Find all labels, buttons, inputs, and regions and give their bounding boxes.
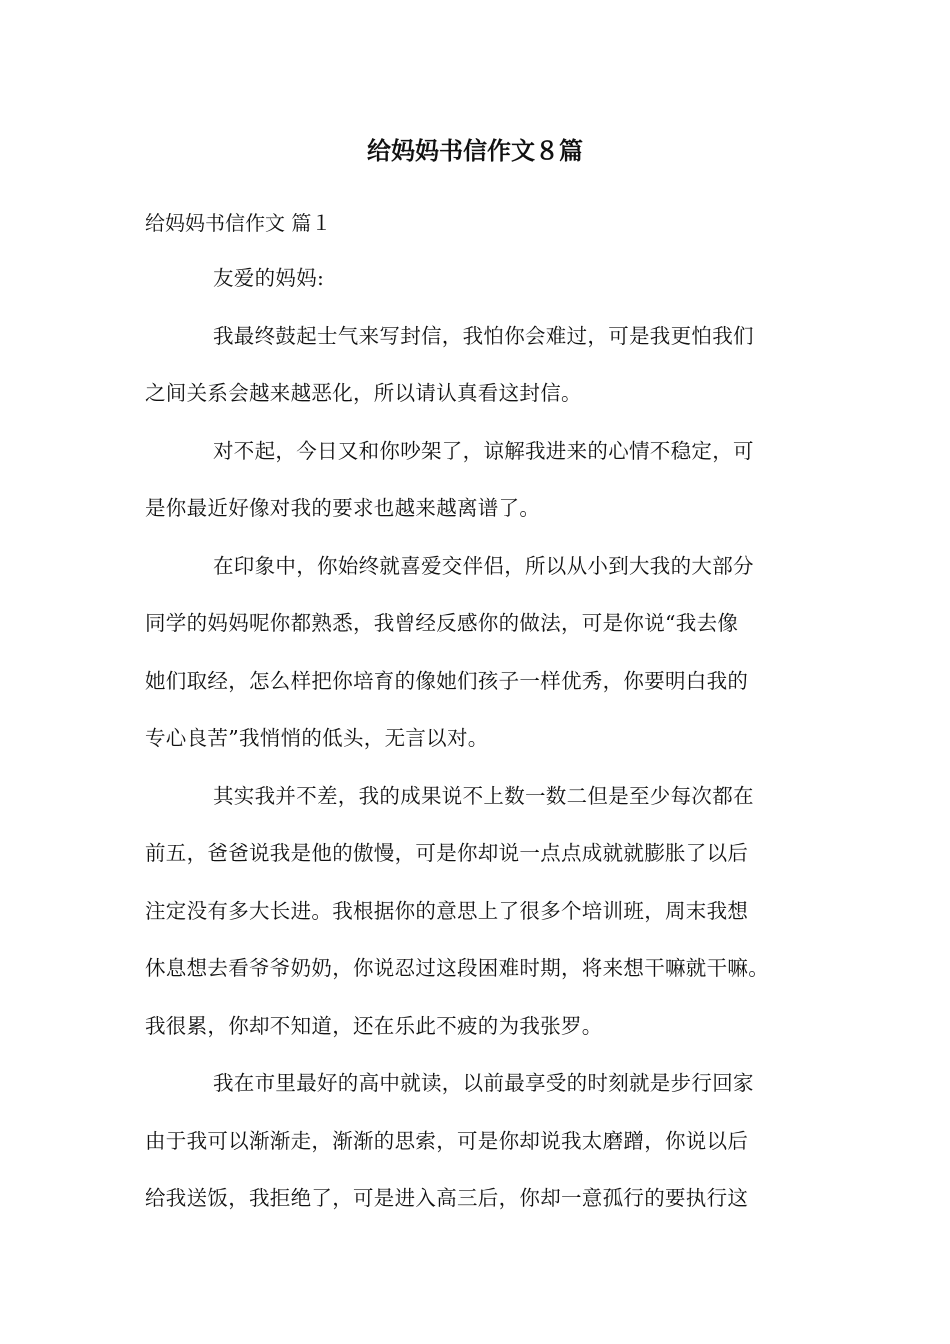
text-line: 之间关系会越来越恶化，所以请认真看这封信。: [145, 381, 582, 405]
text-line: 我最终鼓起士气来写封信，我怕你会难过，可是我更怕我们: [213, 323, 754, 348]
text-line: 我很累，你却不知道，还在乐此不疲的为我张罗。: [145, 1013, 603, 1038]
text-line: 休息想去看爷爷奶奶，你说忍过这段困难时期，将来想干嘛就干嘛。: [145, 956, 769, 980]
text-line: 前五，爸爸说我是他的傲慢，可是你却说一点点成就就膨胀了以后: [145, 841, 749, 865]
text-line: 友爱的妈妈:: [213, 266, 325, 290]
text-line: 专心良苦”我悄悄的低头，无言以对。: [145, 726, 489, 750]
text-line: 她们取经，怎么样把你培育的像她们孩子一样优秀，你要明白我的: [145, 668, 749, 693]
text-line: 对不起，今日又和你吵架了，谅解我进来的心情不稳定，可: [213, 438, 754, 463]
text-line: 注定没有多大长进。我根据你的意思上了很多个培训班，周末我想: [145, 898, 749, 923]
text-line: 是你最近好像对我的要求也越来越离谱了。: [145, 496, 541, 520]
section-heading: 给妈妈书信作文 篇１: [145, 211, 332, 235]
letter-body: [145, 260, 805, 1238]
text-line: 同学的妈妈呢你都熟悉，我曾经反感你的做法，可是你说“我去像: [145, 611, 739, 635]
document-title: 给妈妈书信作文８篇: [367, 136, 583, 165]
text-line: 由于我可以渐渐走，渐渐的思索，可是你却说我太磨蹭，你说以后: [145, 1128, 749, 1153]
text-line: 在印象中，你始终就喜爱交伴侣，所以从小到大我的大部分: [213, 553, 754, 578]
text-line: 我在市里最好的高中就读，以前最享受的时刻就是步行回家: [213, 1071, 754, 1095]
text-line: 其实我并不差，我的成果说不上数一数二但是至少每次都在: [213, 783, 754, 808]
text-line: 给我送饭，我拒绝了，可是进入高三后，你却一意孤行的要执行这: [145, 1186, 749, 1210]
